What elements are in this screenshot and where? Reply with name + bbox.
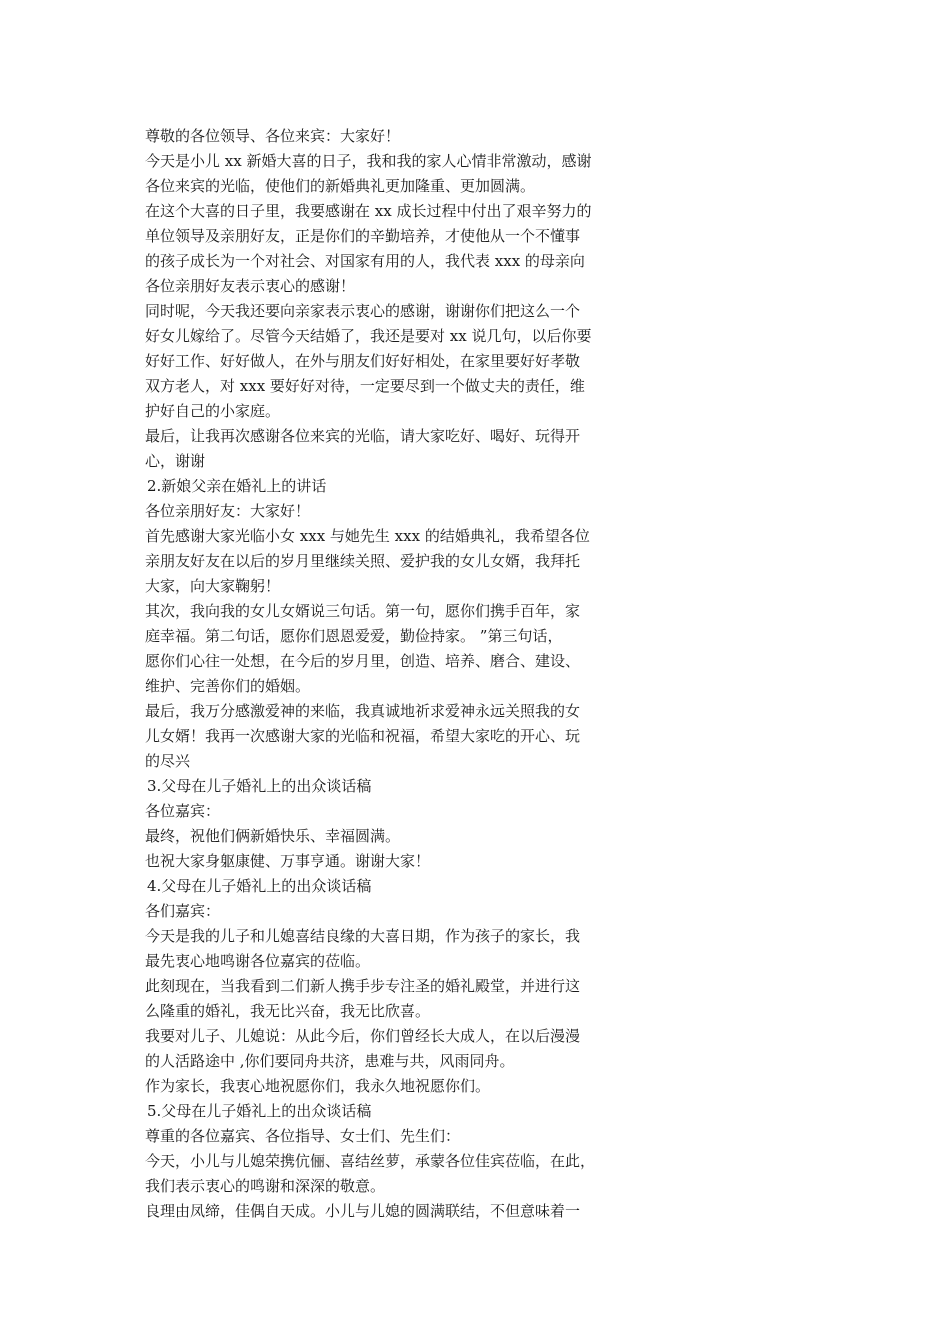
- text-line: 双方老人，对 xxx 要好好对待，一定要尽到一个做丈夫的责任，维: [145, 377, 585, 395]
- document-body: [145, 124, 645, 1224]
- section-heading: 5.父母在儿子婚礼上的出众谈话稿: [147, 1102, 372, 1120]
- section-heading: 4.父母在儿子婚礼上的出众谈话稿: [147, 877, 372, 895]
- text-line: 心，谢谢: [145, 452, 206, 470]
- text-line: 尊重的各位嘉宾、各位指导、女士们、先生们：: [145, 1127, 461, 1145]
- text-line: 今天是我的儿子和儿媳喜结良缘的大喜日期，作为孩子的家长，我: [145, 927, 581, 945]
- text-line: 各们嘉宾：: [145, 902, 221, 920]
- text-line: 今天，小儿与儿媳荣携伉俪、喜结丝萝，承蒙各位佳宾莅临，在此，: [145, 1152, 596, 1170]
- text-line: 我们表示衷心的鸣谢和深深的敬意。: [145, 1177, 386, 1195]
- text-line: 维护、完善你们的婚姻。: [145, 677, 311, 695]
- text-line: 护好自己的小家庭。: [145, 402, 281, 420]
- text-line: 愿你们心往一处想，在今后的岁月里，创造、培养、磨合、建设、: [145, 652, 581, 670]
- text-line: 各位嘉宾：: [145, 802, 221, 820]
- section-heading: 2.新娘父亲在婚礼上的讲话: [147, 477, 327, 495]
- text-line: 儿女婿！我再一次感谢大家的光临和祝福，希望大家吃的开心、玩: [145, 727, 581, 745]
- text-line: 的尽兴: [145, 752, 191, 770]
- text-line: 好女儿嫁给了。尽管今天结婚了，我还是要对 xx 说几句，以后你要: [145, 327, 592, 345]
- text-line: 其次，我向我的女儿女婿说三句话。第一句，愿你们携手百年，家: [145, 602, 581, 620]
- text-line: 最后，我万分感激爱神的来临，我真诚地祈求爱神永远关照我的女: [145, 702, 581, 720]
- text-line: 大家，向大家鞠躬！: [145, 577, 281, 595]
- text-line: 今天是小儿 xx 新婚大喜的日子，我和我的家人心情非常激动，感谢: [145, 152, 592, 170]
- text-line: 各位来宾的光临，使他们的新婚典礼更加隆重、更加圆满。: [145, 177, 536, 195]
- text-line: 此刻现在，当我看到二们新人携手步专注圣的婚礼殿堂，并进行这: [145, 977, 581, 995]
- text-line: 单位领导及亲朋好友，正是你们的辛勤培养，才使他从一个不懂事: [145, 227, 581, 245]
- text-line: 良理由凤缔，佳偶自天成。小儿与儿媳的圆满联结，不但意味着一: [145, 1202, 581, 1220]
- text-line: 作为家长，我衷心地祝愿你们，我永久地祝愿你们。: [145, 1077, 491, 1095]
- text-line: 最先衷心地鸣谢各位嘉宾的莅临。: [145, 952, 371, 970]
- text-line: 各位亲朋好友表示衷心的感谢！: [145, 277, 356, 295]
- text-line: 同时呢，今天我还要向亲家表示衷心的感谢，谢谢你们把这么一个: [145, 302, 581, 320]
- text-line: 我要对儿子、儿媳说：从此今后，你们曾经长大成人，在以后漫漫: [145, 1027, 581, 1045]
- text-line: 么隆重的婚礼，我无比兴奋，我无比欣喜。: [145, 1002, 431, 1020]
- text-line: 最终，祝他们俩新婚快乐、幸福圆满。: [145, 827, 401, 845]
- text-line: 尊敬的各位领导、各位来宾：大家好！: [145, 127, 401, 145]
- text-line: 在这个大喜的日子里，我要感谢在 xx 成长过程中付出了艰辛努力的: [145, 202, 592, 220]
- text-line: 亲朋友好友在以后的岁月里继续关照、爱护我的女儿女婿，我拜托: [145, 552, 581, 570]
- text-line: 的人活路途中 ,你们要同舟共济，患难与共，风雨同舟。: [145, 1052, 515, 1070]
- text-line: 庭幸福。第二句话，愿你们恩恩爱爱，勤俭持家。 ”第三句话，: [145, 627, 563, 645]
- text-line: 最后，让我再次感谢各位来宾的光临，请大家吃好、喝好、玩得开: [145, 427, 581, 445]
- section-heading: 3.父母在儿子婚礼上的出众谈话稿: [147, 777, 372, 795]
- text-line: 首先感谢大家光临小女 xxx 与她先生 xxx 的结婚典礼，我希望各位: [145, 527, 590, 545]
- text-line: 好好工作、好好做人，在外与朋友们好好相处，在家里要好好孝敬: [145, 352, 581, 370]
- text-line: 各位亲朋好友：大家好！: [145, 502, 311, 520]
- text-line: 的孩子成长为一个对社会、对国家有用的人，我代表 xxx 的母亲向: [145, 252, 585, 270]
- text-line: 也祝大家身躯康健、万事亨通。谢谢大家！: [145, 852, 431, 870]
